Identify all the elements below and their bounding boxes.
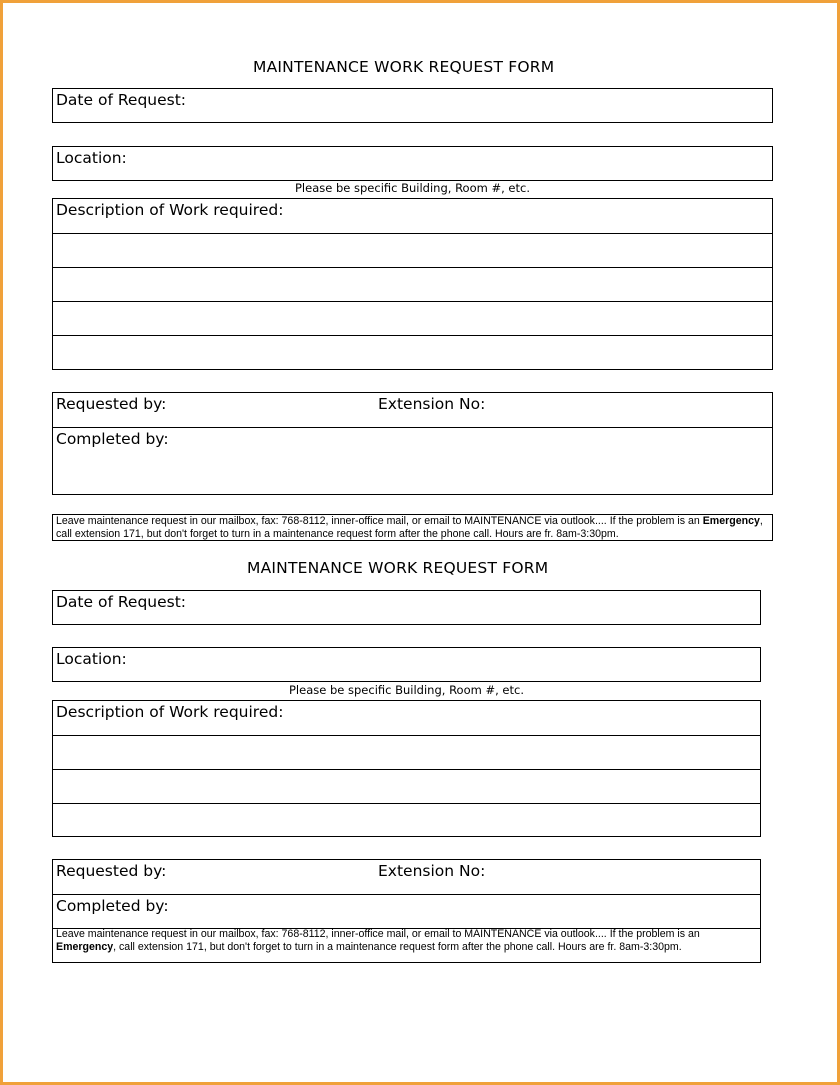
notice-emergency: Emergency (702, 515, 760, 527)
requested-by-label[interactable]: Requested by: (56, 862, 167, 880)
description-line (53, 335, 772, 336)
notice-text: Leave maintenance request in our mailbox, fax: 768-8112, inner-office mail, or email to MAINTENANCE via outlook.... If the problem is an (56, 928, 700, 940)
description-field[interactable] (52, 198, 773, 370)
signoff-section (52, 392, 773, 495)
date-of-request-field[interactable] (52, 590, 761, 625)
location-field[interactable] (52, 146, 773, 181)
form-title: MAINTENANCE WORK REQUEST FORM (253, 58, 555, 76)
requested-by-label[interactable]: Requested by: (56, 395, 167, 413)
completed-by-label[interactable]: Completed by: (56, 897, 169, 915)
extension-no-label[interactable]: Extension No: (378, 395, 486, 413)
description-line (53, 233, 772, 234)
location-hint: Please be specific Building, Room #, etc. (289, 683, 524, 697)
signoff-section (52, 859, 761, 929)
section-divider (53, 427, 772, 428)
submission-notice (52, 928, 761, 963)
notice-emergency: Emergency (56, 940, 114, 953)
description-label: Description of Work required: (56, 201, 284, 219)
date-of-request-field[interactable] (52, 88, 773, 123)
description-line (53, 735, 760, 736)
notice-text-end: , call extension 171, but don't forget to turn in a maintenance request form after the phone call. Hours are fr. 8am-3:30pm. (56, 515, 763, 540)
submission-notice (52, 514, 773, 541)
location-hint: Please be specific Building, Room #, etc. (295, 181, 530, 195)
description-line (53, 267, 772, 268)
date-of-request-label: Date of Request: (56, 91, 187, 109)
location-label: Location: (56, 650, 127, 668)
description-line (53, 769, 760, 770)
notice-text: Leave maintenance request in our mailbox, fax: 768-8112, inner-office mail, or email to MAINTENANCE via outlook.... If the problem is an (56, 515, 703, 527)
location-field[interactable] (52, 647, 761, 682)
location-label: Location: (56, 149, 127, 167)
section-divider (53, 894, 760, 895)
extension-no-label[interactable]: Extension No: (378, 862, 486, 880)
description-line (53, 301, 772, 302)
description-label: Description of Work required: (56, 703, 284, 721)
form-title: MAINTENANCE WORK REQUEST FORM (247, 559, 549, 577)
description-line (53, 803, 760, 804)
notice-text-end: , call extension 171, but don't forget to turn in a maintenance request form after the phone call. Hours are fr. 8am-3:30pm. (113, 940, 682, 953)
description-field[interactable] (52, 700, 761, 837)
completed-by-label[interactable]: Completed by: (56, 430, 169, 448)
date-of-request-label: Date of Request: (56, 593, 187, 611)
